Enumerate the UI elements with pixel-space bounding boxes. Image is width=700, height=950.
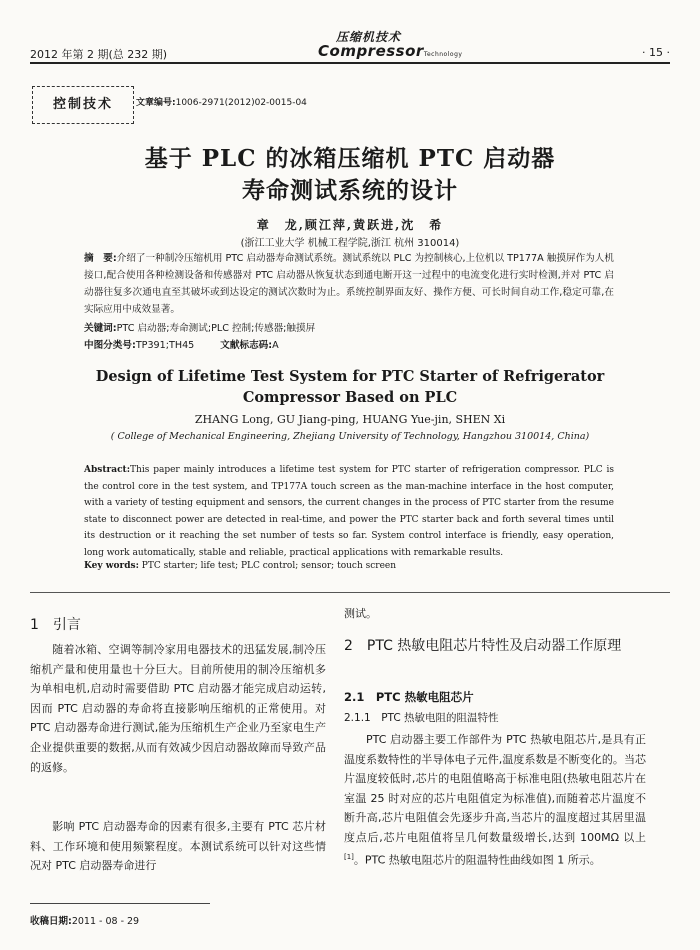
column-label-box: [32, 86, 134, 124]
section-1-heading: 1 引言: [30, 617, 81, 633]
page-number: · 15 ·: [642, 46, 670, 59]
article-number: 文章编号:1006-2971(2012)02-0015-04: [136, 98, 307, 108]
classification-numbers: 中图分类号:TP391;TH45 文献标志码:A: [84, 340, 279, 351]
journal-name-en: CompressorTechnology: [318, 42, 463, 60]
section-2-paragraph: PTC 启动器主要工作部件为 PTC 热敏电阻芯片,是具有正温度系数特性的半导体电子元件,温度系数是不断变化的。当芯片温度较低时,芯片的电阻值略高于标准电阻(热敏电阻芯片在室温 25 时对应的芯片电阻值定为标准值),而随着芯片温度不断升高,芯片电阻值会先逐步升高,当芯片的温度超过其居里温度点后,芯片电阻值将呈几何数量级增长,达到 100MΩ 以上[1]。PTC 热敏电阻芯片的阻温特性曲线如图 1 所示。: [344, 733, 646, 867]
subsection-2-1-heading: 2.1 PTC 热敏电阻芯片: [344, 690, 474, 704]
header-rule: [30, 62, 670, 64]
title-en-line-1: Design of Lifetime Test System for PTC Starter of Refrigerator: [95, 368, 605, 385]
citation-1[interactable]: [1]: [344, 852, 354, 861]
title-cn-line-2: 寿命测试系统的设计: [242, 177, 458, 204]
received-date: 收稿日期:2011 - 08 - 29: [30, 916, 140, 927]
abstract-en: Abstract:This paper mainly introduces a lifetime test system for PTC starter of refrigeration compressor. PLC is the control core in the test system, and TP177A touch screen as the man-machine interface in the host computer, with a variety of testing equipment and sensors, the current changes in the process of PTC starter from the resume state to disconnect power are detected in real-time, and power the PTC starter back and forth several times until its destruction or it reaching the set number of tests so far. System control interface is friendly, easy operation, long work automatically, stable and reliable, practical applications with remarkable results.: [84, 465, 614, 558]
title-en: [0, 366, 700, 408]
keywords-cn: 关键词:PTC 启动器;寿命测试;PLC 控制;传感器;触摸屏: [84, 323, 316, 334]
section-1-paragraph-1: 随着冰箱、空调等制冷家用电器技术的迅猛发展,制冷压缩机产量和使用量也十分巨大。目前所使用的制冷压缩机多为单相电机,启动时需要借助 PTC 启动器才能完成启动运转,因而 PTC 启动器的寿命将直接影响压缩机的正常使用。对 PTC 启动器寿命进行测试,能为压缩机生产企业乃至家电生产企业提供重要的数据,从而有效减少因启动器故障而导致产品的返修。: [30, 643, 326, 774]
journal-logo: [318, 28, 468, 62]
section-1-paragraph-2: 影响 PTC 启动器寿命的因素有很多,主要有 PTC 芯片材料、工作环境和使用频繁程度。本测试系统可以针对这些情况对 PTC 启动器寿命进行: [30, 820, 326, 873]
section-2-heading: 2 PTC 热敏电阻芯片特性及启动器工作原理: [344, 638, 622, 654]
abstract-cn: 摘 要:介绍了一种制冷压缩机用 PTC 启动器寿命测试系统。测试系统以 PLC 为控制核心,上位机以 TP177A 触摸屏作为人机接口,配合使用各种检测设备和传感器对 PTC 启动器从恢复状态到通电断开这一过程中的电流变化进行实时检测,并对 PTC 启动器往复多次通电直至其破坏或到达设定的测试次数时为止。系统控制界面友好、操作方便、可长时间自动工作,稳定可靠,在实际应用中成效显著。: [84, 253, 614, 315]
section-divider: [30, 592, 670, 593]
journal-name-cn: 压缩机技术: [336, 30, 402, 44]
column-label: 控制技术: [52, 97, 113, 112]
footnote-rule: [30, 903, 210, 904]
title-en-line-2: Compressor Based on PLC: [242, 389, 458, 406]
authors-cn: 章 龙,顾江萍,黄跃进,沈 希: [256, 218, 444, 232]
affiliation-cn: (浙江工业大学 机械工程学院,浙江 杭州 310014): [240, 238, 460, 249]
title-cn-line-1: 基于 PLC 的冰箱压缩机 PTC 启动器: [144, 145, 556, 172]
keywords-en: Key words: PTC starter; life test; PLC control; sensor; touch screen: [84, 561, 397, 571]
authors-en: ZHANG Long, GU Jiang-ping, HUANG Yue-jin, SHEN Xi: [194, 413, 506, 426]
subsection-2-1-1-heading: 2.1.1 PTC 热敏电阻的阻温特性: [344, 712, 499, 724]
right-column-continuation: 测试。: [344, 607, 377, 620]
affiliation-en: ( College of Mechanical Engineering, Zhejiang University of Technology, Hangzhou 310014, China): [110, 431, 590, 442]
running-header-issue: 2012 年第 2 期(总 232 期): [30, 48, 168, 61]
